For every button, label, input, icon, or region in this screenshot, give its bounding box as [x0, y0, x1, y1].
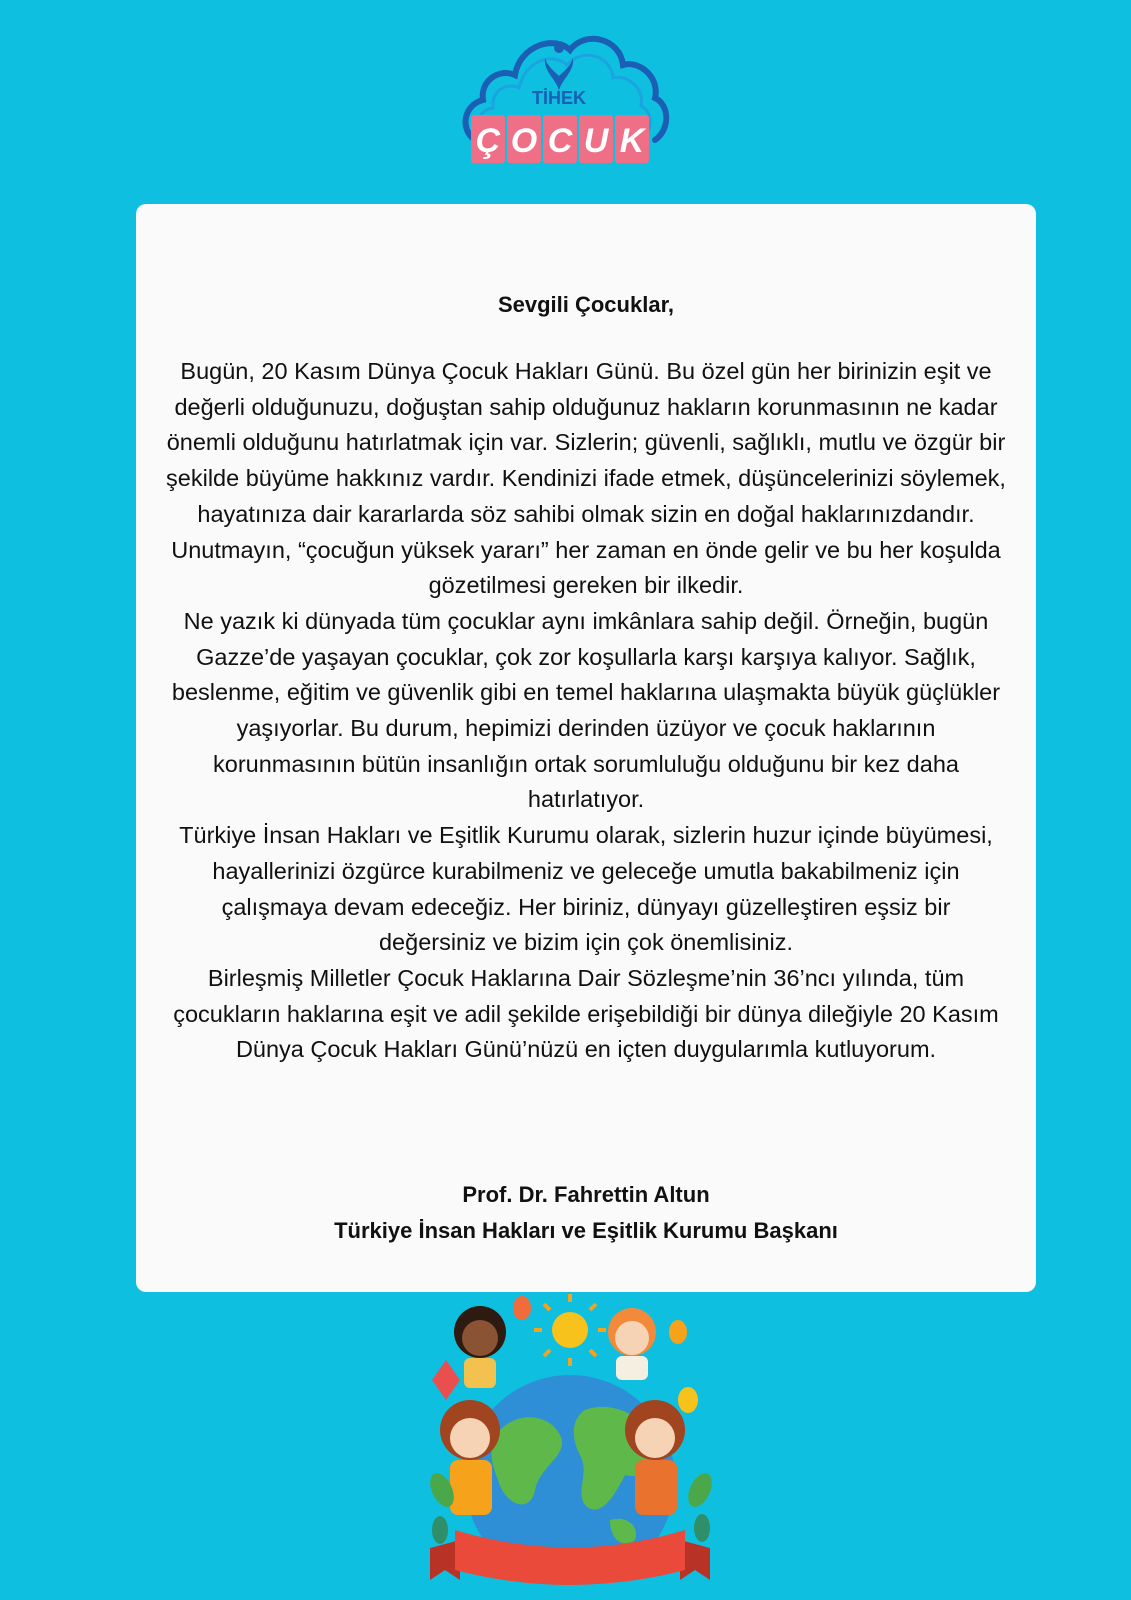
logo-tihek-text: TİHEK	[532, 88, 586, 108]
children-around-globe-illustration	[410, 1290, 730, 1590]
cloud-logo-icon	[455, 20, 675, 180]
letter-paragraph: Birleşmiş Milletler Çocuk Haklarına Dair Sözleşme’nin 36’ncı yılında, tüm çocukların haklarına eşit ve adil şekilde erişebildiği bir dünya dileğiyle 20 Kasım Dünya Çocuk Hakları Günü’nüzü en içten duygularımla kutluyorum.	[173, 964, 999, 1063]
children-around-globe-icon	[410, 1290, 730, 1590]
sun-icon	[534, 1294, 606, 1366]
signature-title: Türkiye İnsan Hakları ve Eşitlik Kurumu Başkanı	[334, 1218, 838, 1243]
svg-text:C: C	[547, 122, 573, 160]
letter-paragraph: Türkiye İnsan Hakları ve Eşitlik Kurumu olarak, sizlerin huzur içinde büyümesi, hayallerinizi özgürce kurabilmeniz ve geleceğe umutla bakabilmeniz için çalışmaya devam edeceğiz. Her biriniz, dünyayı güzelleştiren eşsiz bir değersiniz ve bizim için çok önemlisiniz.	[179, 822, 993, 956]
letter-body	[166, 354, 1006, 1068]
svg-text:K: K	[619, 122, 645, 160]
svg-text:U: U	[583, 122, 609, 160]
letter-signature	[136, 1177, 1036, 1249]
tihek-cocuk-logo	[455, 20, 675, 180]
logo-letter-tiles	[471, 115, 649, 163]
letter-paragraph: Ne yazık ki dünyada tüm çocuklar aynı imkânlara sahip değil. Örneğin, bugün Gazze’de yaşayan çocuklar, çok zor koşullarla karşı karşıya kalıyor. Sağlık, beslenme, eğitim ve güvenlik gibi en temel haklarına ulaşmakta büyük güçlükler yaşıyorlar. Bu durum, hepimizi derinden üzüyor ve çocuk haklarının korunmasının bütün insanlığın ortak sorumluluğu olduğunu bir kez daha hatırlatıyor.	[171, 607, 1001, 813]
svg-text:Ç: Ç	[475, 122, 501, 160]
signature-name: Prof. Dr. Fahrettin Altun	[462, 1182, 710, 1207]
letter-paragraph: Bugün, 20 Kasım Dünya Çocuk Hakları Günü. Bu özel gün her birinizin eşit ve değerli olduğunuzu, doğuştan sahip olduğunuz hakların korunmasının ne kadar önemli olduğunu hatırlatmak için var. Sizlerin; güvenli, sağlıklı, mutlu ve özgür bir şekilde büyüme hakkınız vardır. Kendinizi ifade etmek, düşüncelerinizi söylemek, hayatınıza dair kararlarda söz sahibi olmak sizin en doğal haklarınızdandır. Unutmayın, “çocuğun yüksek yararı” her zaman en önde gelir ve bu her koşulda gözetilmesi gereken bir ilkedir.	[166, 358, 1006, 599]
letter-card	[136, 204, 1036, 1292]
svg-text:O: O	[510, 122, 538, 160]
letter-greeting: Sevgili Çocuklar,	[497, 292, 675, 317]
